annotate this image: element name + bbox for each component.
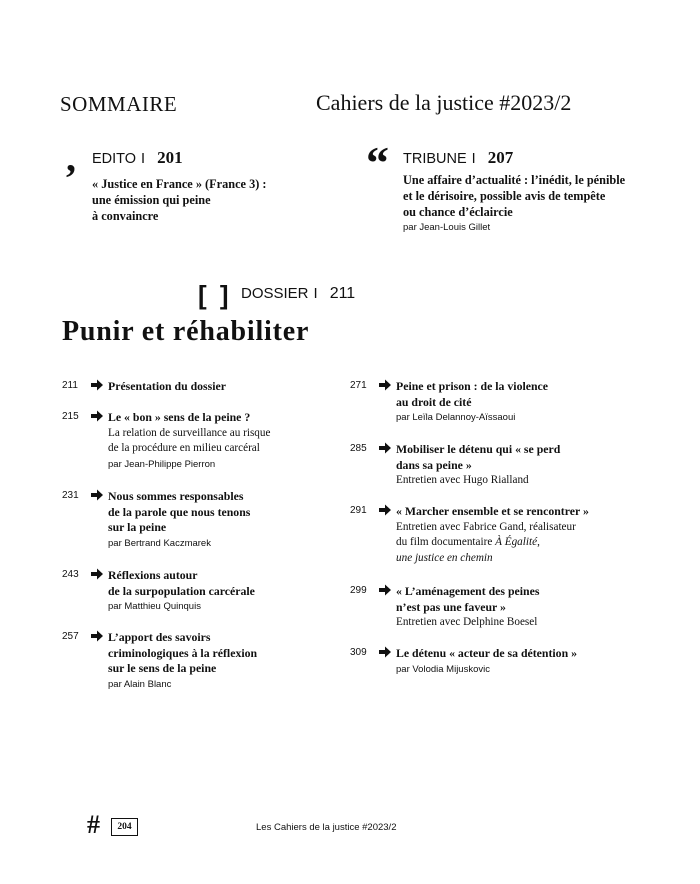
edito-heading[interactable] — [92, 148, 183, 168]
tribune-heading[interactable] — [403, 148, 513, 168]
arrow-right-icon — [378, 583, 392, 602]
toc-title-line: au droit de cité — [396, 394, 472, 409]
toc-entry-body — [108, 630, 257, 693]
arrow-right-icon — [90, 567, 104, 586]
dossier-page: 211 — [329, 285, 356, 302]
hash-icon: # — [87, 810, 100, 839]
toc-page-number: 299 — [350, 585, 367, 596]
toc-page-number: 215 — [62, 411, 79, 422]
toc-title-line: dans sa peine » — [396, 457, 472, 472]
toc-title-line: Peine et prison : de la violence — [396, 379, 549, 393]
toc-title-line: Le « bon » sens de la peine ? — [108, 410, 251, 424]
toc-title-line: Réflexions autour — [108, 568, 198, 582]
toc-page-number: 271 — [350, 380, 367, 391]
toc-page-number: 285 — [350, 443, 367, 454]
toc-entry-body — [396, 442, 560, 489]
toc-page-number: 211 — [62, 380, 78, 391]
toc-author: par Volodia Mijuskovic — [396, 663, 490, 675]
toc-page-number: 257 — [62, 631, 79, 642]
toc-subtitle-line: La relation de surveillance au risque — [108, 426, 271, 439]
edito-line: « Justice en France » (France 3) : — [92, 177, 267, 191]
toc-entry-body — [108, 410, 270, 473]
toc-page-number: 243 — [62, 569, 79, 580]
toc-title-line: sur la peine — [108, 520, 167, 534]
toc-entry-body — [396, 379, 548, 426]
edito-line: à convaincre — [92, 209, 159, 223]
toc-subtitle-line: Entretien avec Fabrice Gand, réalisateur — [396, 520, 576, 533]
arrow-right-icon — [378, 378, 392, 397]
arrow-right-icon — [90, 629, 104, 648]
toc-title-line: Le détenu « acteur de sa détention » — [396, 646, 577, 660]
edito-separator: I — [141, 151, 146, 167]
footer-page-number: 204 — [111, 818, 138, 836]
tribune-author: par Jean-Louis Gillet — [403, 222, 491, 233]
tribune-description[interactable] — [403, 172, 625, 220]
dossier-heading[interactable] — [241, 285, 355, 303]
toc-title-line: Présentation du dossier — [108, 379, 226, 393]
toc-author: par Jean-Philippe Pierron — [108, 458, 216, 470]
toc-author: par Bertrand Kaczmarek — [108, 537, 211, 549]
toc-entry-body — [108, 489, 250, 552]
tribune-separator: I — [471, 151, 476, 167]
toc-page-number: 309 — [350, 647, 367, 658]
toc-entry-body — [396, 646, 577, 678]
comma-icon: , — [66, 135, 76, 180]
tribune-page: 207 — [487, 148, 514, 167]
edito-line: une émission qui peine — [92, 193, 211, 207]
toc-title-line: Mobiliser le détenu qui « se perd — [396, 442, 561, 456]
toc-title-line: de la surpopulation carcérale — [108, 583, 255, 598]
tribune-line: ou chance d’éclaircie — [403, 205, 513, 219]
arrow-right-icon — [378, 645, 392, 664]
journal-title: Cahiers de la justice #2023/2 — [316, 90, 572, 115]
toc-title-line: « L’aménagement des peines — [396, 584, 540, 598]
tribune-line: Une affaire d’actualité : l’inédit, le pénible — [403, 173, 626, 187]
quote-icon: “ — [366, 137, 389, 188]
bracket-icon: [ ] — [198, 280, 232, 310]
toc-page-number: 291 — [350, 505, 367, 516]
toc-subtitle-line: Entretien avec Hugo Rialland — [396, 474, 529, 486]
arrow-right-icon — [90, 409, 104, 428]
toc-title-line: L’apport des savoirs — [108, 630, 211, 644]
arrow-right-icon — [378, 441, 392, 460]
toc-subtitle-line: une justice en chemin — [396, 551, 493, 564]
toc-author: par Alain Blanc — [108, 678, 172, 690]
tribune-line: et le dérisoire, possible avis de tempête — [403, 189, 606, 203]
section-title: SOMMAIRE — [60, 92, 178, 116]
toc-title-line: Nous sommes responsables — [108, 489, 244, 503]
toc-title-line: criminologiques à la réflexion — [108, 645, 258, 660]
edito-page: 201 — [157, 148, 183, 167]
toc-entry-body — [108, 379, 226, 395]
toc-title-line: sur le sens de la peine — [108, 661, 217, 675]
toc-entry-body — [108, 568, 255, 615]
toc-subtitle-line: Entretien avec Delphine Boesel — [396, 616, 538, 628]
toc-subtitle-line: de la procédure en milieu carcéral — [108, 442, 260, 454]
toc-title-line: de la parole que nous tenons — [108, 504, 251, 519]
toc-author: par Matthieu Quinquis — [108, 601, 201, 612]
edito-label: EDITO — [92, 151, 137, 167]
arrow-right-icon — [90, 378, 104, 397]
toc-entry-body — [396, 584, 539, 631]
edito-description[interactable] — [92, 176, 267, 224]
dossier-title: Punir et réhabiliter — [62, 316, 310, 347]
toc-page-number: 231 — [62, 490, 79, 501]
toc-title-line: « Marcher ensemble et se rencontrer » — [396, 504, 589, 518]
arrow-right-icon — [90, 488, 104, 507]
arrow-right-icon — [378, 503, 392, 522]
toc-entry-body — [396, 504, 589, 566]
toc-author: par Leïla Delannoy-Aïssaoui — [396, 412, 516, 423]
dossier-separator: I — [313, 285, 318, 302]
tribune-label: TRIBUNE — [403, 151, 467, 167]
toc-subtitle-line: du film documentaire À Égalité, — [396, 536, 540, 548]
toc-title-line: n’est pas une faveur » — [396, 599, 506, 614]
dossier-label: DOSSIER — [241, 285, 309, 302]
footer-publication: Les Cahiers de la justice #2023/2 — [256, 822, 397, 833]
